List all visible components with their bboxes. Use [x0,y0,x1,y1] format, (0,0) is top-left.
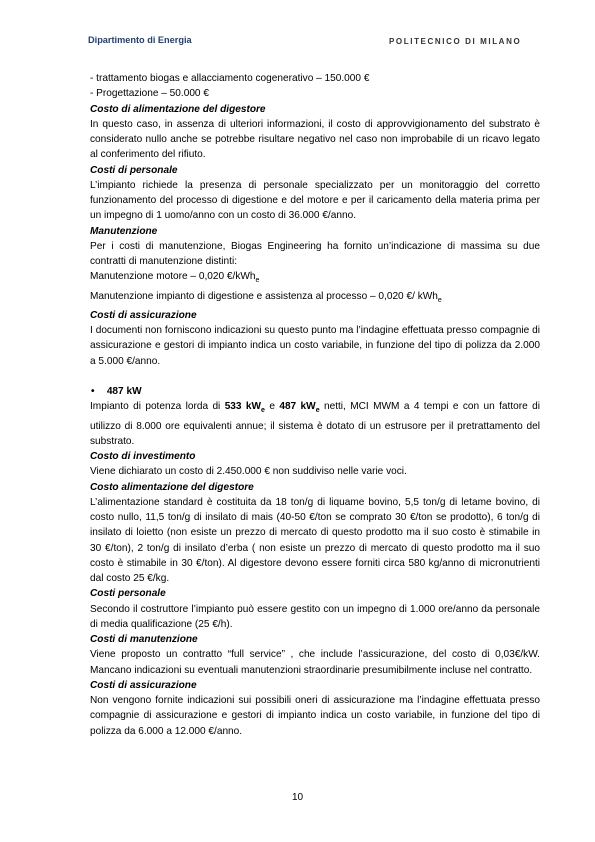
maintenance-plant-line [90,289,540,308]
feed-cost-heading: Costo di alimentazione del digestore [90,103,266,115]
maintenance-text: Per i costi di manutenzione, Biogas Engineering ha fornito un’indicazione di massima su due contratti di manutenzione distinti: [90,240,540,267]
plant-487-title [90,384,540,399]
document-body [90,71,540,739]
insurance-heading-2: Costi di assicurazione [90,679,197,691]
insurance-text: I documenti non forniscono indicazioni su questo punto ma l’indagine effettuata presso compagnie di assicurazione e gestori di impianto indica un costo variabile, in funzione del tipo di polizza da 2.000 a 5.000 €/anno. [90,325,540,367]
investment-heading: Costo di investimento [90,451,196,463]
plant-title-text: 487 kW [106,386,142,398]
staff-cost-heading: Costi di personale [90,164,178,176]
maintenance-text-2: Viene proposto un contratto “full service” , che include l’assicurazione, del costo di 0,03€/kW. Mancano indicazioni su eventuali manutenzioni straordinarie presumibilmente incluse nel contratto. [90,649,540,676]
maintenance-plant-text: Manutenzione impianto di digestione e assistenza al processo – 0,020 €/ kWh [90,290,438,302]
feed-cost-text-2: L’alimentazione standard è costituita da 18 ton/g di liquame bovino, 5,5 ton/g di letame bovino, di costo nullo, 11,5 ton/g di insilato di mais (40-50 €/ton se comprato 30 €/ton se prodotto), 6 ton/g di insilato di loietto (non esiste un prezzo di mercato di questo prodotto ma il suo costo è stimabile in 30 €/ton), 2 ton/g di insilato d’erba ( non esiste un prezzo di mercato di questo prodotto ma il suo costo è stimabile in 30 €/ton). Al digestore devono essere forniti circa 580 kg/anno di micronutrienti dal costo 25 €/kg. [90,496,540,585]
staff-cost-text: L’impianto richiede la presenza di personale specializzato per un monitoraggio del corretto funzionamento del processo di digestione e del motore e per il caricamento della materia prima per un impegno di 1 uomo/anno con un costo di 36.000 €/anno. [90,179,540,222]
staff-cost-text-2: Secondo il costruttore l’impianto può essere gestito con un impegno di 1.000 ore/anno da personale di media qualificazione (25 €/h). [90,603,540,630]
intro-text-a: Impianto di potenza lorda di [90,401,225,413]
staff-cost-heading-2: Costi personale [90,588,166,600]
insurance-heading: Costi di assicurazione [90,309,197,321]
net-power-value: 487 kW [279,401,316,413]
unit-subscript: e [315,407,320,415]
intro-text-c: netti, MCI MWM a 4 tempi e con un fattore di utilizzo di 8.000 ore equivalenti annue; il sistema è dotato di un estrusore per il pretrattamento del substrato. [90,401,540,447]
maintenance-engine-line [90,269,540,288]
cost-line-biogas: - trattamento biogas e allacciamento cogenerativo – 150.000 € [90,73,370,84]
unit-subscript: e [437,296,442,304]
gross-power-value: 533 kW [224,401,262,413]
paragraph-gap [90,369,540,384]
maintenance-engine-text: Manutenzione motore – 0,020 €/kWh [90,271,256,283]
unit-subscript: e [261,407,265,415]
investment-text: Viene dichiarato un costo di 2.450.000 € non suddiviso nelle varie voci. [90,466,407,478]
bullet-icon: • [91,386,95,398]
university-header: POLITECNICO DI MILANO [389,37,522,46]
department-header: Dipartimento di Energia [88,35,192,45]
unit-subscript: e [255,277,260,285]
feed-cost-text: In questo caso, in assenza di ulteriori informazioni, il costo di approvvigionamento del substrato è considerato nullo anche se potrebbe risultare negativo nel caso non improbabile di un ricavo legato al conferimento del rifiuto. [90,118,540,161]
plant-intro [90,399,540,449]
gross-power [224,401,265,415]
maintenance-heading-2: Costi di manutenzione [90,634,198,646]
insurance-text-2: Non vengono fornite indicazioni sui possibili oneri di assicurazione ma l’indagine effettuata presso compagnie di assicurazione e gestori di impianto indica un costo variabile, in funzione del tipo di polizza da 6.000 a 12.000 €/anno. [90,695,540,737]
cost-line-design: - Progettazione – 50.000 € [90,88,209,100]
net-power [279,401,320,415]
maintenance-heading: Manutenzione [90,225,158,237]
intro-text-b: e [264,401,280,413]
feed-cost-heading-2: Costo alimentazione del digestore [90,481,254,493]
page-number: 10 [291,792,304,803]
